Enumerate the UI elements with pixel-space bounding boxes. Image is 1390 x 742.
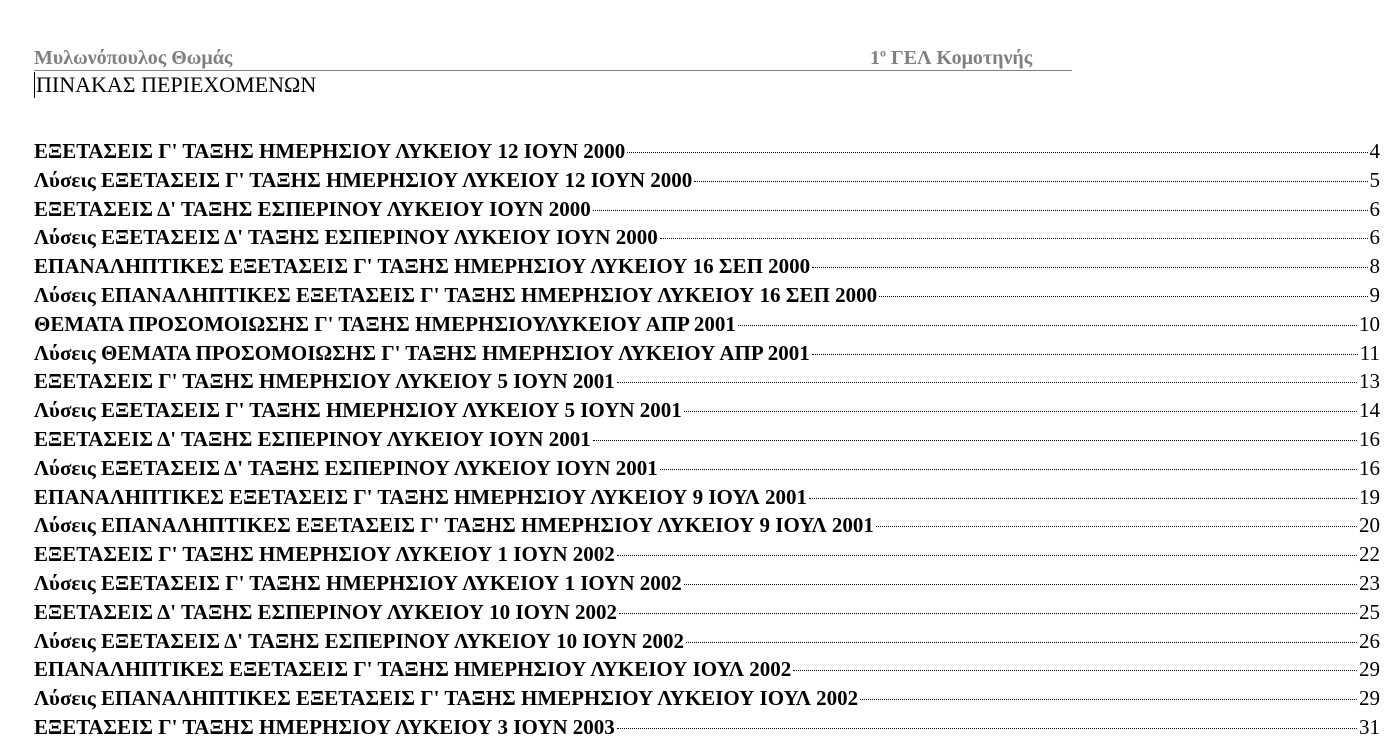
toc-entry[interactable] — [34, 367, 1380, 396]
toc-entry[interactable] — [34, 396, 1380, 425]
toc-entry[interactable] — [34, 195, 1380, 224]
toc-entry[interactable] — [34, 540, 1380, 569]
toc-entry-page-number: 5 — [1369, 167, 1380, 192]
toc-dot-leader — [812, 354, 1358, 355]
toc-entry[interactable] — [34, 223, 1380, 252]
header-school-superscript: ο — [880, 45, 886, 60]
page-header — [34, 46, 1072, 71]
toc-entry[interactable] — [34, 627, 1380, 656]
toc-entry[interactable] — [34, 713, 1380, 742]
toc-dot-leader — [619, 613, 1357, 614]
toc-entry-text: Λύσεις ΕΠΑΝΑΛΗΠΤΙΚΕΣ ΕΞΕΤΑΣΕΙΣ Γ' ΤΑΞΗΣ ΗΜΕΡΗΣΙΟΥ ΛΥΚΕΙΟΥ ΙΟΥΛ 2002 — [34, 686, 859, 711]
toc-entry[interactable] — [34, 655, 1380, 684]
toc-entry[interactable] — [34, 339, 1380, 368]
toc-entry-text: ΕΞΕΤΑΣΕΙΣ Δ' ΤΑΞΗΣ ΕΣΠΕΡΙΝΟΥ ΛΥΚΕΙΟΥ 10 ΙΟΥΝ 2002 — [34, 599, 617, 624]
toc-dot-leader — [812, 267, 1367, 268]
toc-entry-page-number: 31 — [1359, 714, 1380, 739]
toc-entry[interactable] — [34, 166, 1380, 195]
header-school-name: ΓΕΛ Κομοτηνής — [886, 47, 1033, 69]
toc-entry-page-number: 23 — [1359, 570, 1380, 595]
toc-dot-leader — [876, 526, 1357, 527]
toc-dot-leader — [694, 181, 1367, 182]
toc-entry-page-number: 22 — [1359, 542, 1380, 567]
toc-entry[interactable] — [34, 310, 1380, 339]
toc-entry-text: ΕΞΕΤΑΣΕΙΣ Δ' ΤΑΞΗΣ ΕΣΠΕΡΙΝΟΥ ΛΥΚΕΙΟΥ ΙΟΥΝ 2001 — [34, 426, 591, 451]
toc-entry-text: ΕΠΑΝΑΛΗΠΤΙΚΕΣ ΕΞΕΤΑΣΕΙΣ Γ' ΤΑΞΗΣ ΗΜΕΡΗΣΙΟΥ ΛΥΚΕΙΟΥ ΙΟΥΛ 2002 — [34, 657, 792, 682]
toc-entry-page-number: 29 — [1359, 657, 1380, 682]
toc-dot-leader — [686, 642, 1357, 643]
toc-entry[interactable] — [34, 511, 1380, 540]
toc-entry[interactable] — [34, 281, 1380, 310]
header-school-number: 1 — [870, 47, 880, 69]
toc-entry[interactable] — [34, 137, 1380, 166]
toc-dot-leader — [617, 382, 1357, 383]
toc-entry-text: ΕΞΕΤΑΣΕΙΣ Γ' ΤΑΞΗΣ ΗΜΕΡΗΣΙΟΥ ΛΥΚΕΙΟΥ 5 ΙΟΥΝ 2001 — [34, 369, 615, 394]
toc-entry-page-number: 19 — [1359, 484, 1380, 509]
toc-dot-leader — [879, 296, 1367, 297]
toc-entry-text: ΕΠΑΝΑΛΗΠΤΙΚΕΣ ΕΞΕΤΑΣΕΙΣ Γ' ΤΑΞΗΣ ΗΜΕΡΗΣΙΟΥ ΛΥΚΕΙΟΥ 16 ΣΕΠ 2000 — [34, 254, 811, 279]
toc-entry-text: Λύσεις ΕΠΑΝΑΛΗΠΤΙΚΕΣ ΕΞΕΤΑΣΕΙΣ Γ' ΤΑΞΗΣ ΗΜΕΡΗΣΙΟΥ ΛΥΚΕΙΟΥ 9 ΙΟΥΛ 2001 — [34, 513, 874, 538]
toc-dot-leader — [617, 728, 1357, 729]
toc-entry-text: Λύσεις ΕΞΕΤΑΣΕΙΣ Γ' ΤΑΞΗΣ ΗΜΕΡΗΣΙΟΥ ΛΥΚΕΙΟΥ 5 ΙΟΥΝ 2001 — [34, 398, 682, 423]
toc-entry-page-number: 29 — [1359, 686, 1380, 711]
toc-entry-text: Λύσεις ΕΞΕΤΑΣΕΙΣ Γ' ΤΑΞΗΣ ΗΜΕΡΗΣΙΟΥ ΛΥΚΕΙΟΥ 1 ΙΟΥΝ 2002 — [34, 570, 682, 595]
toc-entry[interactable] — [34, 252, 1380, 281]
toc-entry-page-number: 26 — [1359, 628, 1380, 653]
toc-entry-page-number: 9 — [1369, 282, 1380, 307]
toc-entry-page-number: 14 — [1359, 398, 1380, 423]
toc-entry-text: Λύσεις ΕΞΕΤΑΣΕΙΣ Δ' ΤΑΞΗΣ ΕΣΠΕΡΙΝΟΥ ΛΥΚΕΙΟΥ ΙΟΥΝ 2001 — [34, 455, 658, 480]
toc-entry-page-number: 10 — [1359, 311, 1380, 336]
toc-dot-leader — [617, 555, 1357, 556]
toc-entry-text: ΕΞΕΤΑΣΕΙΣ Δ' ΤΑΞΗΣ ΕΣΠΕΡΙΝΟΥ ΛΥΚΕΙΟΥ ΙΟΥΝ 2000 — [34, 196, 591, 221]
toc-entry-text: Λύσεις ΕΞΕΤΑΣΕΙΣ Γ' ΤΑΞΗΣ ΗΜΕΡΗΣΙΟΥ ΛΥΚΕΙΟΥ 12 ΙΟΥΝ 2000 — [34, 167, 693, 192]
table-of-contents — [34, 137, 1380, 742]
toc-entry-text: Λύσεις ΕΞΕΤΑΣΕΙΣ Δ' ΤΑΞΗΣ ΕΣΠΕΡΙΝΟΥ ΛΥΚΕΙΟΥ 10 ΙΟΥΝ 2002 — [34, 628, 684, 653]
toc-entry-page-number: 16 — [1359, 426, 1380, 451]
toc-entry-page-number: 6 — [1369, 196, 1380, 221]
toc-dot-leader — [684, 411, 1357, 412]
toc-entry-page-number: 25 — [1359, 599, 1380, 624]
toc-dot-leader — [593, 210, 1368, 211]
toc-entry-page-number: 13 — [1359, 369, 1380, 394]
toc-entry[interactable] — [34, 598, 1380, 627]
toc-title[interactable]: ΠΙΝΑΚΑΣ ΠΕΡΙΕΧΟΜΕΝΩΝ — [36, 72, 317, 97]
toc-dot-leader — [660, 469, 1357, 470]
toc-dot-leader — [809, 498, 1357, 499]
toc-dot-leader — [593, 440, 1357, 441]
toc-entry-page-number: 4 — [1369, 139, 1380, 163]
toc-entry[interactable] — [34, 684, 1380, 713]
toc-dot-leader — [738, 325, 1357, 326]
toc-entry-text: ΕΠΑΝΑΛΗΠΤΙΚΕΣ ΕΞΕΤΑΣΕΙΣ Γ' ΤΑΞΗΣ ΗΜΕΡΗΣΙΟΥ ΛΥΚΕΙΟΥ 9 ΙΟΥΛ 2001 — [34, 484, 807, 509]
toc-entry-text: ΕΞΕΤΑΣΕΙΣ Γ' ΤΑΞΗΣ ΗΜΕΡΗΣΙΟΥ ΛΥΚΕΙΟΥ 3 ΙΟΥΝ 2003 — [34, 714, 615, 739]
toc-entry[interactable] — [34, 483, 1380, 512]
toc-entry-text: Λύσεις ΕΞΕΤΑΣΕΙΣ Δ' ΤΑΞΗΣ ΕΣΠΕΡΙΝΟΥ ΛΥΚΕΙΟΥ ΙΟΥΝ 2000 — [34, 225, 658, 250]
toc-dot-leader — [660, 238, 1368, 239]
toc-entry-page-number: 20 — [1359, 513, 1380, 538]
toc-dot-leader — [793, 670, 1357, 671]
toc-entry[interactable] — [34, 569, 1380, 598]
toc-entry-text: Λύσεις ΕΠΑΝΑΛΗΠΤΙΚΕΣ ΕΞΕΤΑΣΕΙΣ Γ' ΤΑΞΗΣ ΗΜΕΡΗΣΙΟΥ ΛΥΚΕΙΟΥ 16 ΣΕΠ 2000 — [34, 282, 878, 307]
toc-entry-page-number: 6 — [1369, 225, 1380, 250]
toc-dot-leader — [684, 584, 1357, 585]
toc-dot-leader — [860, 699, 1357, 700]
toc-dot-leader — [627, 152, 1367, 153]
header-school — [870, 46, 1032, 70]
toc-entry-text: ΕΞΕΤΑΣΕΙΣ Γ' ΤΑΞΗΣ ΗΜΕΡΗΣΙΟΥ ΛΥΚΕΙΟΥ 1 ΙΟΥΝ 2002 — [34, 542, 615, 567]
toc-entry-text: Λύσεις ΘΕΜΑΤΑ ΠΡΟΣΟΜΟΙΩΣΗΣ Γ' ΤΑΞΗΣ ΗΜΕΡΗΣΙΟΥ ΛΥΚΕΙΟΥ ΑΠΡ 2001 — [34, 340, 810, 365]
toc-entry[interactable] — [34, 454, 1380, 483]
toc-entry[interactable] — [34, 425, 1380, 454]
toc-entry-page-number: 8 — [1369, 254, 1380, 279]
toc-entry-page-number: 16 — [1359, 455, 1380, 480]
toc-entry-text: ΘΕΜΑΤΑ ΠΡΟΣΟΜΟΙΩΣΗΣ Γ' ΤΑΞΗΣ ΗΜΕΡΗΣΙΟΥΛΥΚΕΙΟΥ ΑΠΡ 2001 — [34, 311, 736, 336]
toc-entry-page-number: 11 — [1359, 340, 1380, 365]
header-author: Μυλωνόπουλος Θωμάς — [34, 47, 233, 69]
toc-entry-text: ΕΞΕΤΑΣΕΙΣ Γ' ΤΑΞΗΣ ΗΜΕΡΗΣΙΟΥ ΛΥΚΕΙΟΥ 12 ΙΟΥΝ 2000 — [34, 139, 626, 163]
